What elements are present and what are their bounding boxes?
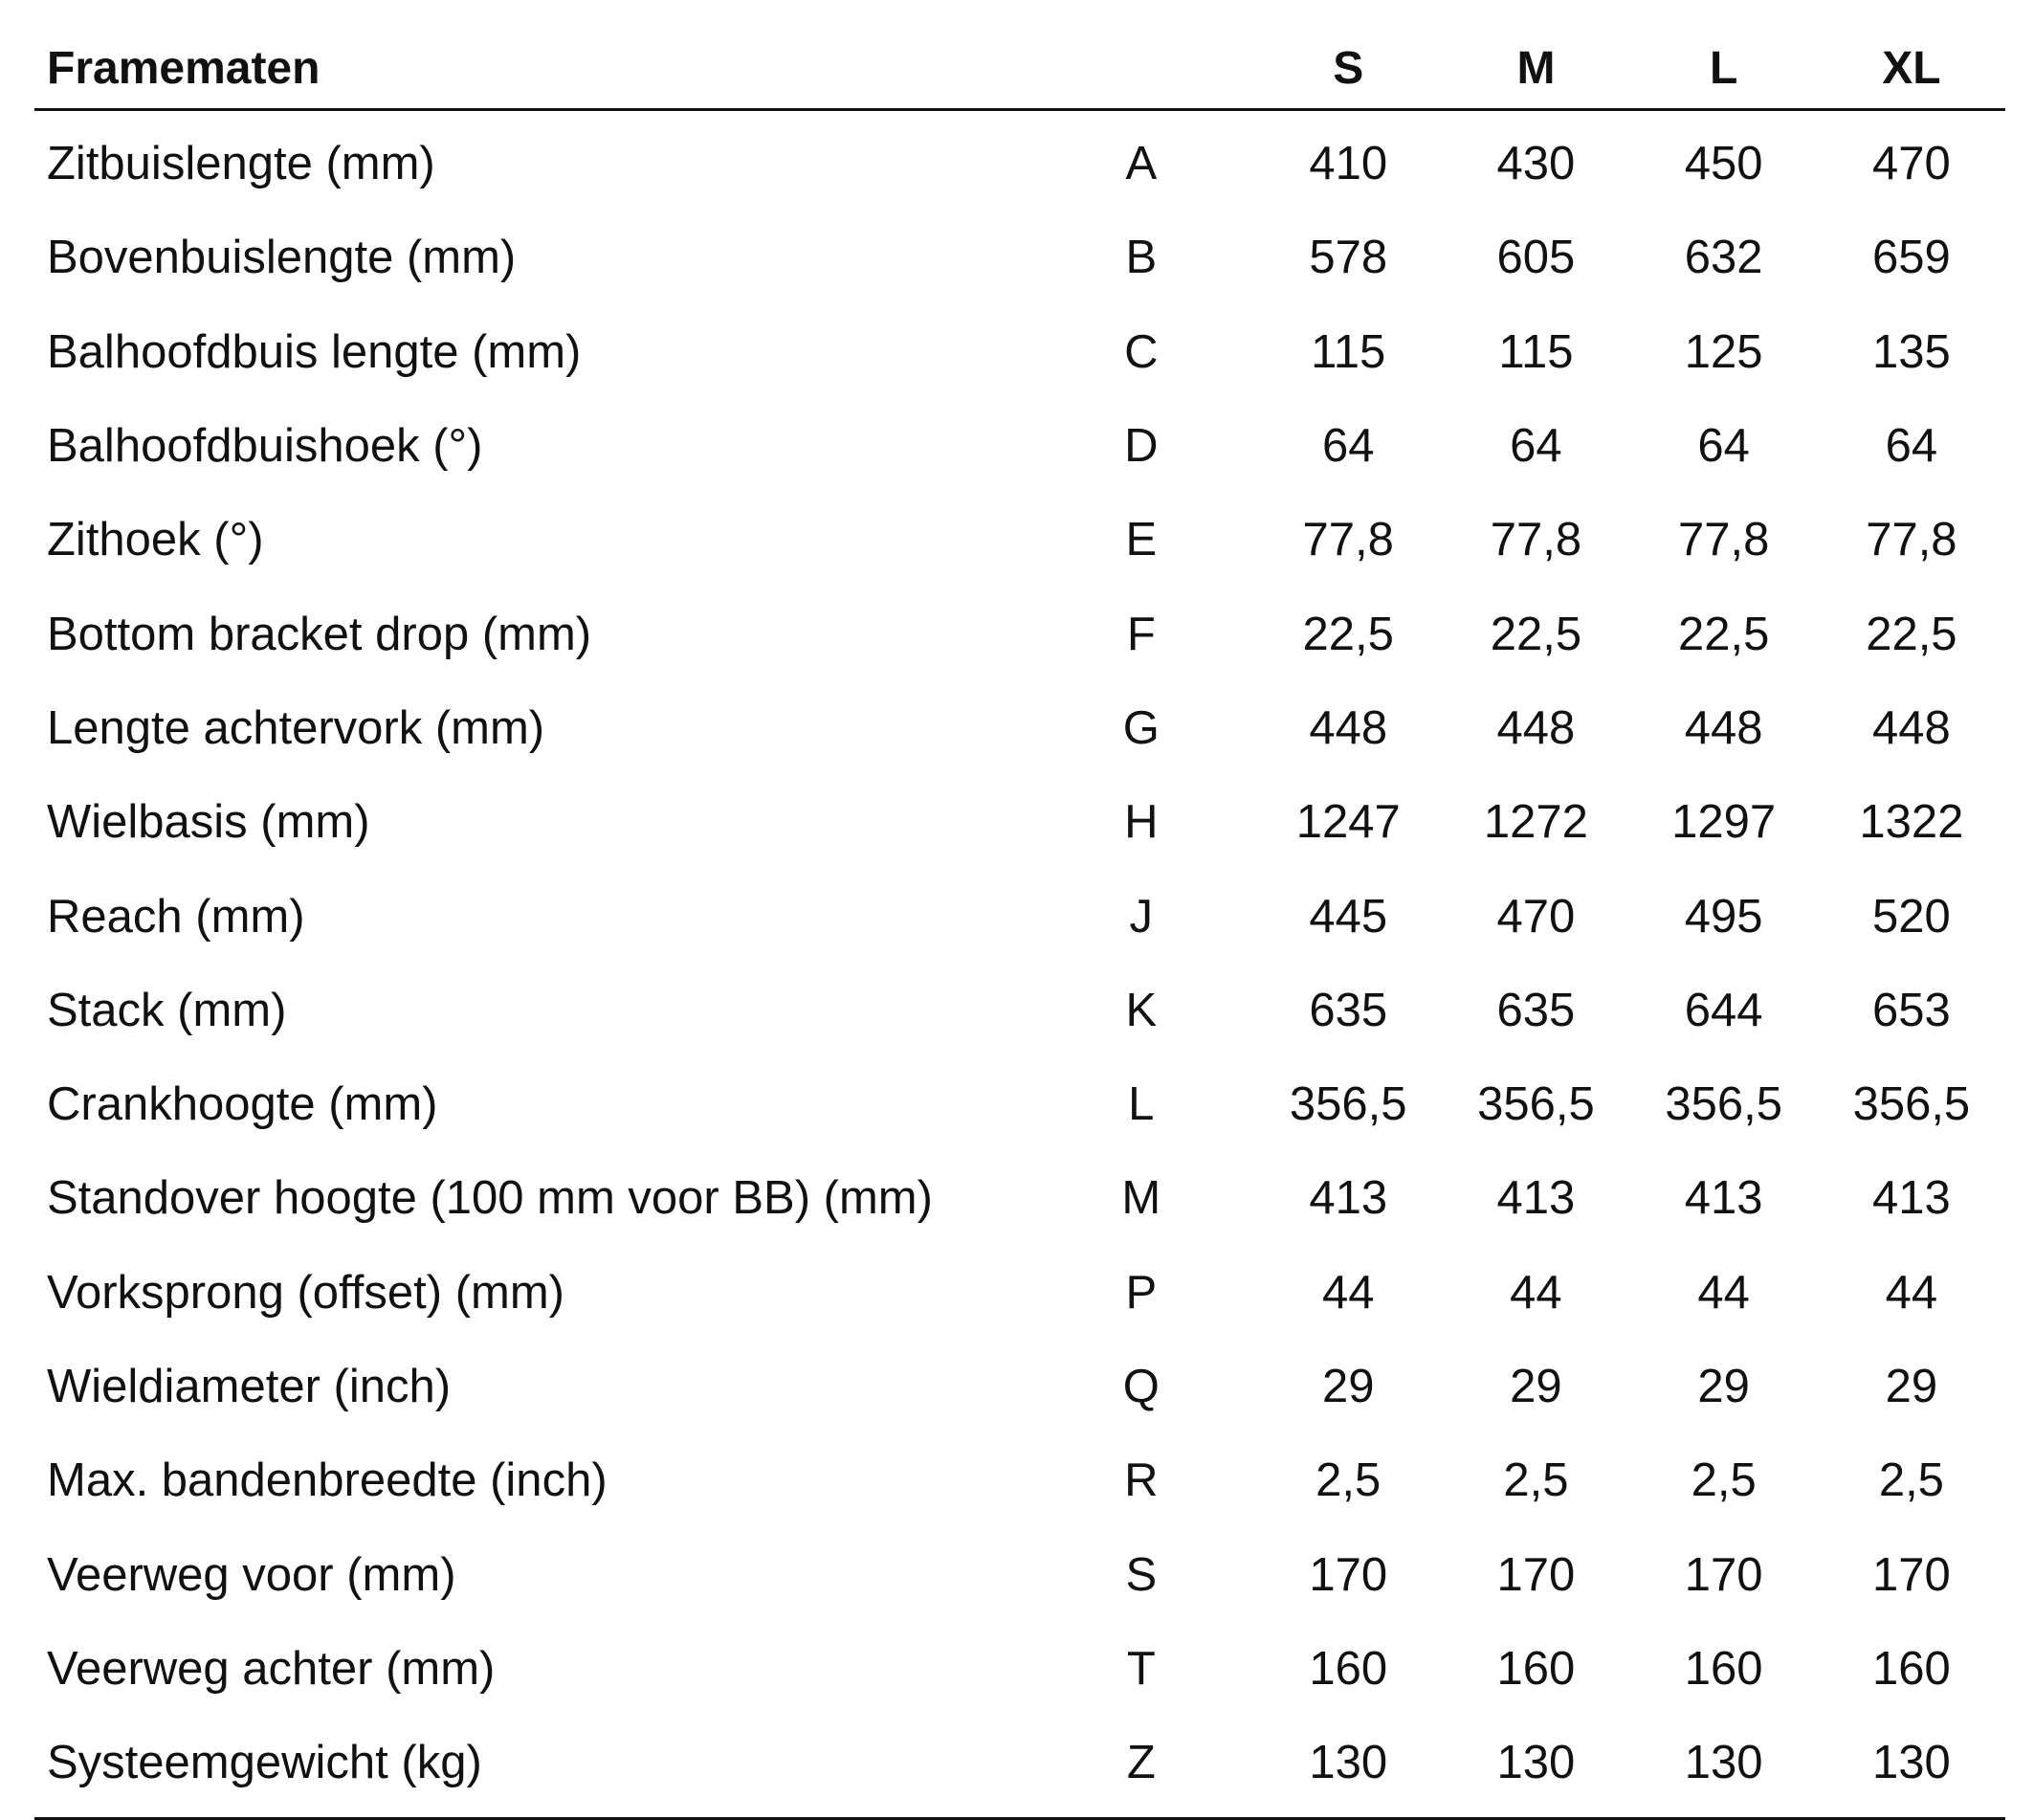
- row-code: S: [1125, 1548, 1158, 1601]
- row-label: Wielbasis (mm): [47, 796, 370, 849]
- value-size-s: 22,5: [1302, 608, 1394, 660]
- row-label: Bovenbuislengte (mm): [47, 232, 517, 284]
- value-size-m: 64: [1510, 420, 1562, 473]
- value-size-l: 29: [1697, 1361, 1750, 1412]
- value-size-xl: 29: [1885, 1361, 1938, 1412]
- value-size-l: 44: [1697, 1266, 1750, 1319]
- value-size-xl: 653: [1871, 984, 1951, 1036]
- row-code: H: [1124, 796, 1159, 849]
- value-size-m: 130: [1496, 1737, 1576, 1789]
- row-code: R: [1124, 1454, 1159, 1507]
- header-size-l: L: [1709, 43, 1738, 94]
- row-label: Vorksprong (offset) (mm): [47, 1266, 564, 1319]
- row-code: T: [1126, 1642, 1156, 1695]
- value-size-l: 644: [1684, 984, 1763, 1036]
- row-label: Crankhoogte (mm): [47, 1078, 438, 1131]
- header-size-m: M: [1516, 43, 1556, 94]
- value-size-l: 450: [1684, 138, 1763, 190]
- row-label: Systeemgewicht (kg): [47, 1737, 482, 1789]
- table-body: [34, 111, 2005, 1820]
- header-size-xl: XL: [1882, 43, 1941, 94]
- value-size-m: 430: [1496, 138, 1576, 190]
- value-size-l: 1297: [1671, 796, 1777, 849]
- value-size-m: 77,8: [1490, 514, 1582, 566]
- row-label: Balhoofdbuishoek (°): [47, 420, 483, 473]
- table-row: [34, 1527, 2005, 1621]
- value-size-s: 635: [1309, 984, 1388, 1036]
- row-label: Standover hoogte (100 mm voor BB) (mm): [47, 1172, 933, 1225]
- table-row: [34, 775, 2005, 869]
- frame-geometry-table: [34, 29, 2005, 1820]
- row-code: P: [1125, 1266, 1158, 1319]
- table-row: [34, 493, 2005, 587]
- value-size-s: 64: [1321, 420, 1375, 473]
- table-row: [34, 1340, 2005, 1433]
- value-size-l: 160: [1684, 1642, 1763, 1695]
- value-size-s: 170: [1309, 1548, 1388, 1601]
- value-size-l: 64: [1697, 420, 1750, 473]
- row-code: A: [1125, 138, 1158, 190]
- value-size-l: 22,5: [1677, 608, 1770, 660]
- value-size-xl: 356,5: [1852, 1078, 1971, 1131]
- value-size-m: 470: [1496, 890, 1576, 943]
- value-size-s: 29: [1321, 1361, 1375, 1412]
- value-size-s: 44: [1321, 1266, 1375, 1319]
- value-size-m: 605: [1496, 232, 1576, 284]
- table-row: [34, 305, 2005, 399]
- value-size-l: 170: [1684, 1548, 1763, 1601]
- value-size-xl: 2,5: [1878, 1454, 1944, 1507]
- value-size-xl: 135: [1871, 325, 1951, 378]
- header-framematen: Framematen: [47, 43, 321, 94]
- value-size-s: 130: [1309, 1737, 1388, 1789]
- value-size-m: 448: [1496, 701, 1576, 754]
- row-code: G: [1122, 701, 1160, 754]
- value-size-l: 413: [1684, 1172, 1763, 1225]
- value-size-m: 44: [1510, 1266, 1562, 1319]
- table-row: [34, 869, 2005, 963]
- row-label: Zitbuislengte (mm): [47, 138, 435, 190]
- table-row: [34, 681, 2005, 775]
- row-code: M: [1121, 1172, 1161, 1225]
- row-code: K: [1125, 984, 1158, 1036]
- value-size-xl: 22,5: [1866, 608, 1957, 660]
- table-row: [34, 1246, 2005, 1340]
- row-code: Q: [1122, 1361, 1160, 1412]
- row-label: Stack (mm): [47, 984, 287, 1036]
- table-row: [34, 1716, 2005, 1809]
- value-size-xl: 160: [1871, 1642, 1951, 1695]
- value-size-xl: 448: [1871, 701, 1951, 754]
- table-row: [34, 211, 2005, 304]
- value-size-m: 413: [1496, 1172, 1576, 1225]
- value-size-s: 160: [1309, 1642, 1388, 1695]
- header-size-s: S: [1333, 43, 1364, 94]
- row-label: Zithoek (°): [47, 514, 264, 566]
- value-size-m: 2,5: [1503, 1454, 1569, 1507]
- value-size-s: 356,5: [1289, 1078, 1407, 1131]
- value-size-xl: 659: [1871, 232, 1951, 284]
- row-label: Max. bandenbreedte (inch): [47, 1454, 608, 1507]
- row-code: F: [1126, 608, 1156, 660]
- value-size-l: 130: [1684, 1737, 1763, 1789]
- value-size-m: 115: [1498, 325, 1574, 378]
- value-size-l: 495: [1684, 890, 1763, 943]
- value-size-xl: 520: [1871, 890, 1951, 943]
- row-code: Z: [1126, 1737, 1156, 1789]
- table-row: [34, 1151, 2005, 1245]
- value-size-m: 635: [1496, 984, 1576, 1036]
- value-size-xl: 44: [1885, 1266, 1938, 1319]
- row-label: Wieldiameter (inch): [47, 1361, 452, 1412]
- value-size-m: 29: [1510, 1361, 1562, 1412]
- value-size-s: 445: [1309, 890, 1388, 943]
- table-row: [34, 399, 2005, 493]
- value-size-s: 2,5: [1315, 1454, 1382, 1507]
- value-size-xl: 1322: [1859, 796, 1964, 849]
- row-code: B: [1125, 232, 1158, 284]
- row-label: Balhoofdbuis lengte (mm): [47, 325, 582, 378]
- value-size-xl: 77,8: [1866, 514, 1957, 566]
- table-row: [34, 1057, 2005, 1151]
- value-size-s: 410: [1309, 138, 1388, 190]
- row-code: L: [1128, 1078, 1155, 1131]
- table-row: [34, 1433, 2005, 1527]
- value-size-l: 448: [1684, 701, 1763, 754]
- value-size-l: 356,5: [1665, 1078, 1782, 1131]
- row-code: J: [1129, 890, 1154, 943]
- value-size-m: 22,5: [1490, 608, 1582, 660]
- value-size-l: 632: [1684, 232, 1763, 284]
- table-row: [34, 1622, 2005, 1716]
- table-row: [34, 964, 2005, 1057]
- table-header-row: [34, 29, 2005, 111]
- value-size-s: 1247: [1295, 796, 1401, 849]
- table-row: [34, 117, 2005, 211]
- row-label: Veerweg achter (mm): [47, 1642, 496, 1695]
- value-size-xl: 64: [1885, 420, 1938, 473]
- value-size-m: 1272: [1483, 796, 1588, 849]
- row-label: Lengte achtervork (mm): [47, 701, 545, 754]
- value-size-xl: 170: [1871, 1548, 1951, 1601]
- value-size-xl: 413: [1871, 1172, 1951, 1225]
- row-label: Bottom bracket drop (mm): [47, 608, 592, 660]
- value-size-s: 413: [1309, 1172, 1388, 1225]
- table-row: [34, 587, 2005, 680]
- value-size-xl: 130: [1871, 1737, 1951, 1789]
- row-label: Reach (mm): [47, 890, 305, 943]
- value-size-m: 160: [1496, 1642, 1576, 1695]
- value-size-l: 125: [1684, 325, 1763, 378]
- value-size-l: 77,8: [1677, 514, 1770, 566]
- value-size-s: 115: [1311, 325, 1386, 378]
- value-size-l: 2,5: [1691, 1454, 1757, 1507]
- row-label: Veerweg voor (mm): [47, 1548, 456, 1601]
- row-code: C: [1124, 325, 1159, 378]
- value-size-xl: 470: [1871, 138, 1951, 190]
- row-code: D: [1124, 420, 1159, 473]
- value-size-s: 448: [1309, 701, 1388, 754]
- row-code: E: [1125, 514, 1158, 566]
- value-size-s: 578: [1309, 232, 1388, 284]
- value-size-m: 170: [1496, 1548, 1576, 1601]
- value-size-m: 356,5: [1477, 1078, 1595, 1131]
- value-size-s: 77,8: [1302, 514, 1394, 566]
